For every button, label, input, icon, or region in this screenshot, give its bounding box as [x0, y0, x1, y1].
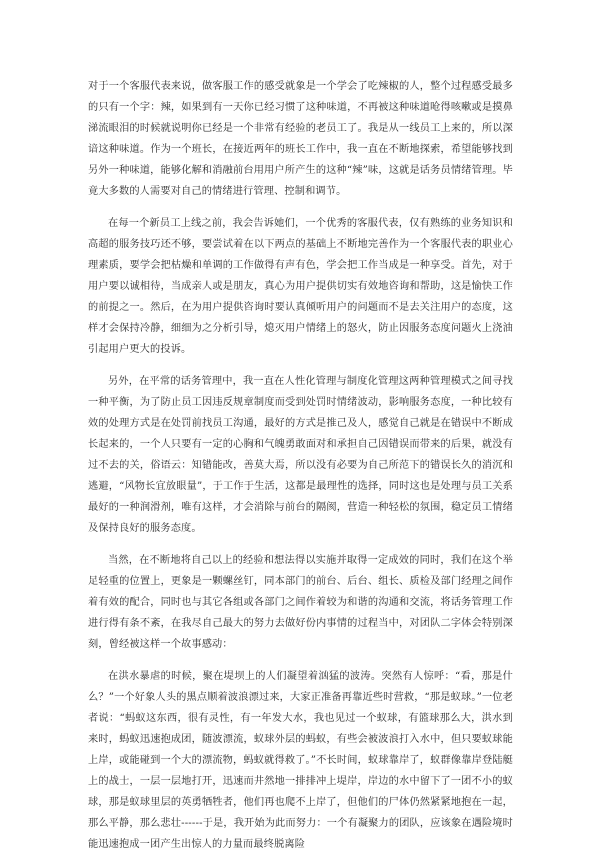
paragraph-5: 在洪水暴虐的时候，聚在堤坝上的人们凝望着汹猛的波涛。突然有人惊呼：“看，那是什么？”一个好象人头的黑点顺着波浪漂过来，大家正准备再靠近些时营救，“那是蚁球。”一位老者说：“蚂蚁这东西，很有灵性，有一年发大水，我也见过一个蚁球，有篮球那么大，洪水到来时，蚂蚁迅速抱成团，随波漂流，蚁球外层的蚂蚁，有些会被波浪打入水中，但只要蚁球能上岸，或能碰到一个大的漂流物，蚂蚁就得救了。”不长时间，蚁球靠岸了，蚁群像靠岸登陆艇上的战士，一层一层地打开，迅速而井然地一排排冲上堤岸，岸边的水中留下了一团不小的蚁球，那是蚁球里层的英勇牺牲者，他们再也爬不上岸了，但他们的尸体仍然紧紧地抱在一起，那么平静，那么悲壮------于是，我开始为此而努力：一个有凝聚力的团队，应该象在遇险境时能迅速抱成一团产生出惊人的力量而最终脱离险 — [88, 671, 513, 850]
document-body — [88, 76, 513, 866]
paragraph-4: 当然，在不断地将自己以上的经验和想法得以实施并取得一定成效的同时，我们在这个举足轻重的位置上，更象是一颗螺丝钉，同本部门的前台、后台、组长、质检及部门经理之间作着有效的配合，同时也与其它各组或各部门之间作着较为和谐的沟通和交流，将话务管理工作进行得有条不紊，在我尽自己最大的努力去做好份内事情的过程当中，对团队二字体会特别深刻，曾经被这样一个故事感动： — [88, 555, 513, 650]
paragraph-1: 对于一个客服代表来说，做客服工作的感受就象是一个学会了吃辣椒的人，整个过程感受最多的只有一个字：辣，如果到有一天你已经习惯了这种味道，不再被这种味道呛得咳嗽或是摸鼻涕流眼泪的时候就说明你已经是一个非常有经验的老员工了。我是从一线员工上来的，所以深谙这种味道。作为一个班长，在接近两年的班长工作中，我一直在不断地探索，希望能够找到另外一种味道，能够化解和消融前台用用户所产生的这种“辣”味，这就是话务员情绪管理。毕竟大多数的人需要对自己的情绪进行管理、控制和调节。 — [88, 81, 513, 197]
paragraph-3: 另外，在平常的话务管理中，我一直在人性化管理与制度化管理这两种管理模式之间寻找一种平衡，为了防止员工因违反规章制度而受到处罚时情绪波动，影响服务态度，一种比较有效的处理方式是在处罚前找员工沟通，最好的方式是推己及人，感觉自己就是在错误中不断成长起来的，一个人只要有一定的心胸和气魄勇敢面对和承担自己因错误而带来的后果，就没有过不去的关，俗语云：知错能改，善莫大焉，所以没有必要为自己所范下的错误长久的消沉和逃避，“风物长宜放眼量”，于工作于生活，这都是最理性的选择，同时这也是处理与员工关系最好的一种润滑剂，唯有这样，才会消除与前台的隔阂，营造一种轻松的氛围，稳定员工情绪及保持良好的服务态度。 — [88, 376, 513, 534]
paragraph-2: 在每一个新员工上线之前，我会告诉她们，一个优秀的客服代表，仅有熟练的业务知识和高超的服务技巧还不够，要尝试着在以下两点的基础上不断地完善作为一个客服代表的职业心理素质，要学会把枯燥和单调的工作做得有声有色，学会把工作当成是一种享受。首先，对于用户要以诚相待，当成亲人或是朋友，真心为用户提供切实有效地咨询和帮助，这是愉快工作的前提之一。然后，在为用户提供咨询时要认真倾听用户的问题而不是去关注用户的态度，这样才会保持冷静，细细为之分析引导，熄灭用户情绪上的怒火，防止因服务态度问题火上浇油引起用户更大的投诉。 — [88, 218, 513, 355]
